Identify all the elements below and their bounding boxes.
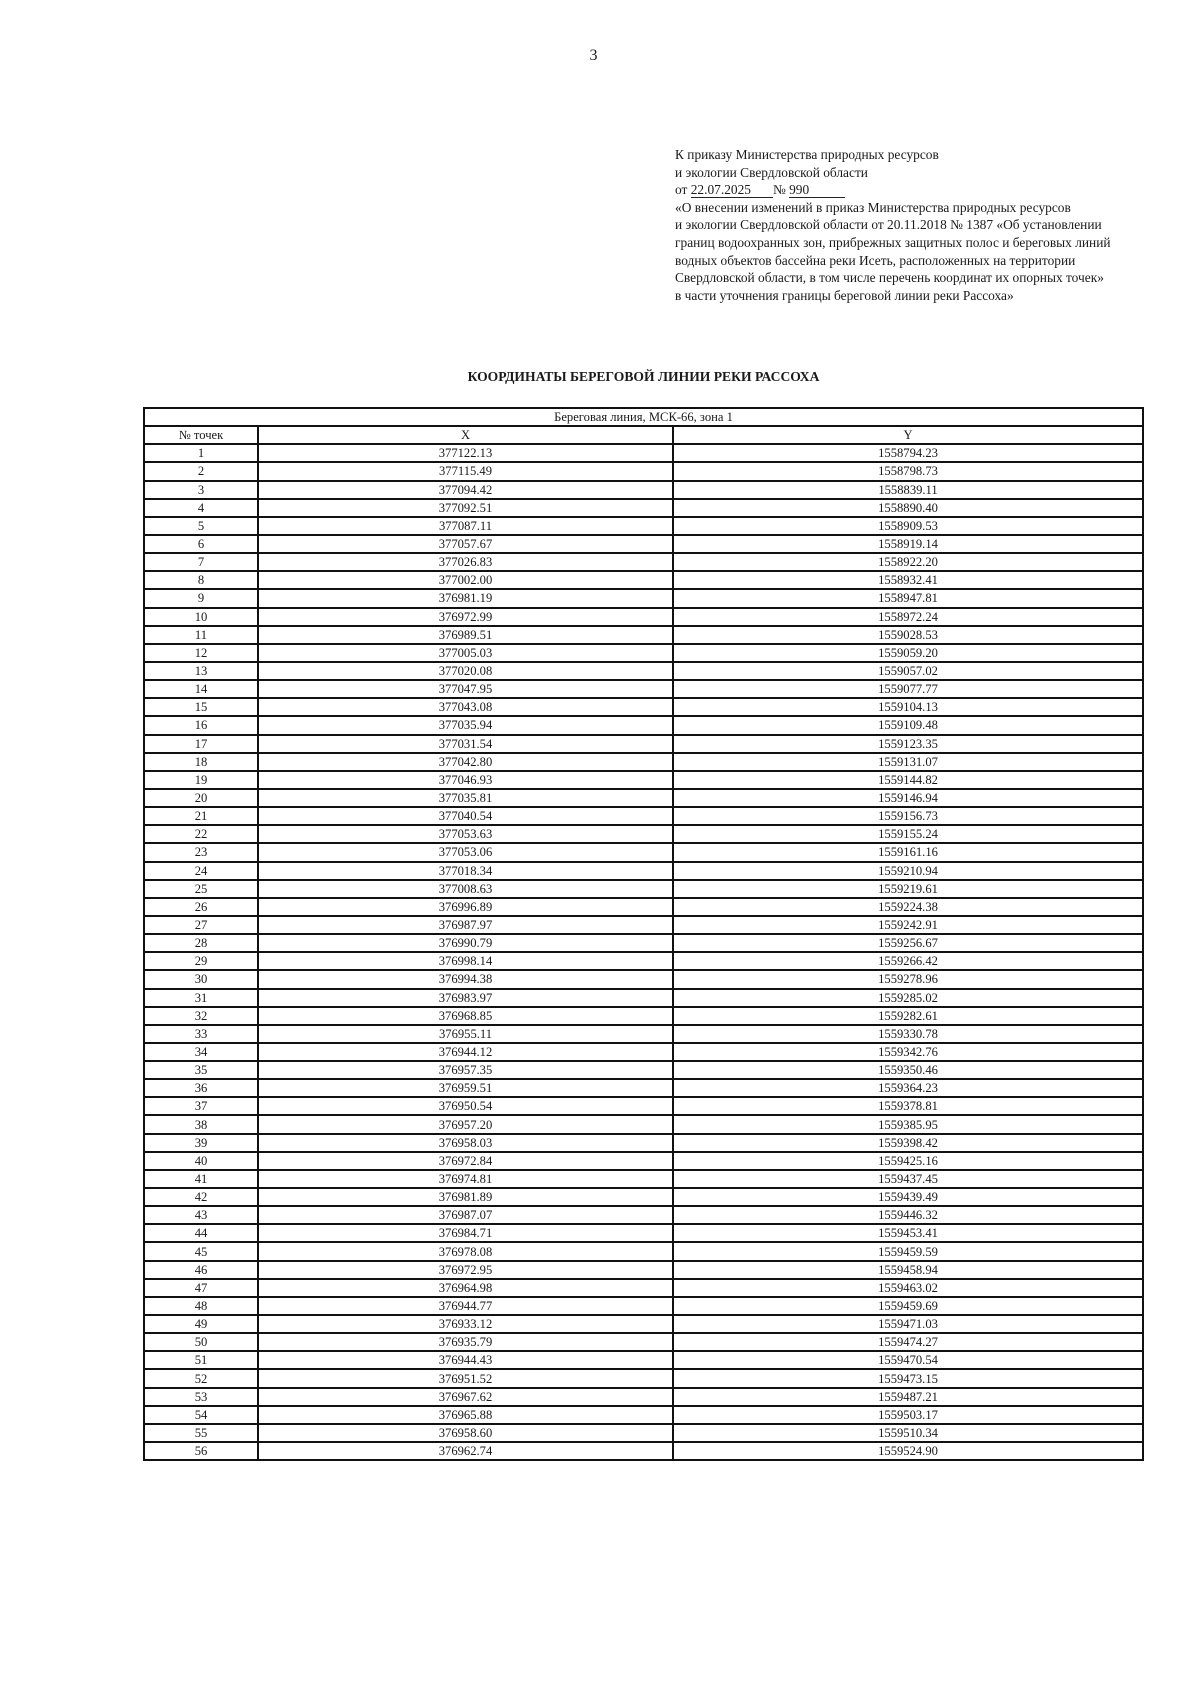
table-row [144,1351,1143,1369]
cell-x: 377002.00 [258,571,673,589]
cell-x: 377031.54 [258,735,673,753]
table-row [144,952,1143,970]
cell-x: 377018.34 [258,862,673,880]
cell-x: 377026.83 [258,553,673,571]
cell-point-number: 30 [144,970,258,988]
cell-y: 1559471.03 [673,1315,1143,1333]
cell-point-number: 27 [144,916,258,934]
cell-y: 1559028.53 [673,626,1143,644]
cell-x: 376958.60 [258,1424,673,1442]
table-row [144,444,1143,462]
cell-x: 376972.95 [258,1261,673,1279]
cell-point-number: 25 [144,880,258,898]
cell-x: 376981.19 [258,589,673,607]
cell-y: 1558932.41 [673,571,1143,589]
table-header-row [144,426,1143,444]
cell-y: 1559266.42 [673,952,1143,970]
cell-x: 377043.08 [258,698,673,716]
cell-x: 376974.81 [258,1170,673,1188]
table-row [144,481,1143,499]
cell-point-number: 12 [144,644,258,662]
cell-y: 1559439.49 [673,1188,1143,1206]
cell-x: 376968.85 [258,1007,673,1025]
table-row [144,1188,1143,1206]
cell-x: 376955.11 [258,1025,673,1043]
cell-y: 1559155.24 [673,825,1143,843]
table-body [144,444,1143,1460]
table-row [144,716,1143,734]
table-row [144,1406,1143,1424]
cell-y: 1559503.17 [673,1406,1143,1424]
document-title: КООРДИНАТЫ БЕРЕГОВОЙ ЛИНИИ РЕКИ РАССОХА [467,369,820,384]
cell-y: 1559077.77 [673,680,1143,698]
table-row [144,1043,1143,1061]
cell-x: 376950.54 [258,1097,673,1115]
cell-x: 377053.06 [258,843,673,861]
order-number: 990 [789,182,845,198]
cell-y: 1559156.73 [673,807,1143,825]
cell-x: 376933.12 [258,1315,673,1333]
table-caption-row [144,408,1143,426]
cell-point-number: 23 [144,843,258,861]
table-row [144,1170,1143,1188]
cell-y: 1559123.35 [673,735,1143,753]
cell-y: 1558947.81 [673,589,1143,607]
table-row [144,898,1143,916]
cell-point-number: 16 [144,716,258,734]
order-date: 22.07.2025 [691,182,773,198]
cell-y: 1559131.07 [673,753,1143,771]
cell-y: 1559458.94 [673,1261,1143,1279]
order-subject-line: водных объектов бассейна реки Исеть, расположенных на территории [675,252,1076,268]
cell-x: 377115.49 [258,462,673,480]
cell-point-number: 10 [144,608,258,626]
table-row [144,553,1143,571]
cell-point-number: 55 [144,1424,258,1442]
cell-y: 1559330.78 [673,1025,1143,1043]
table-row [144,1025,1143,1043]
table-row [144,862,1143,880]
cell-point-number: 3 [144,481,258,499]
cell-x: 377047.95 [258,680,673,698]
table-row [144,753,1143,771]
table-row [144,1279,1143,1297]
coordinates-table [143,407,1144,1461]
cell-x: 376972.84 [258,1152,673,1170]
cell-point-number: 24 [144,862,258,880]
table-row [144,1134,1143,1152]
cell-point-number: 5 [144,517,258,535]
table-row [144,1115,1143,1133]
cell-x: 376972.99 [258,608,673,626]
cell-x: 377042.80 [258,753,673,771]
cell-x: 377092.51 [258,499,673,517]
cell-x: 376981.89 [258,1188,673,1206]
table-row [144,1206,1143,1224]
cell-y: 1559256.67 [673,934,1143,952]
cell-x: 377005.03 [258,644,673,662]
cell-y: 1559459.59 [673,1242,1143,1260]
cell-point-number: 18 [144,753,258,771]
cell-point-number: 17 [144,735,258,753]
table-row [144,680,1143,698]
table-row [144,1061,1143,1079]
cell-y: 1559473.15 [673,1369,1143,1387]
cell-point-number: 52 [144,1369,258,1387]
cell-y: 1559282.61 [673,1007,1143,1025]
cell-y: 1558839.11 [673,481,1143,499]
cell-y: 1559524.90 [673,1442,1143,1460]
cell-x: 376989.51 [258,626,673,644]
cell-x: 377122.13 [258,444,673,462]
cell-point-number: 14 [144,680,258,698]
date-prefix: от [675,182,691,198]
cell-point-number: 48 [144,1297,258,1315]
cell-point-number: 35 [144,1061,258,1079]
table-row [144,499,1143,517]
cell-point-number: 6 [144,535,258,553]
cell-y: 1559285.02 [673,989,1143,1007]
cell-point-number: 28 [144,934,258,952]
cell-y: 1558972.24 [673,608,1143,626]
cell-point-number: 32 [144,1007,258,1025]
cell-x: 376987.97 [258,916,673,934]
cell-y: 1559146.94 [673,789,1143,807]
order-subject-line: «О внесении изменений в приказ Министерства природных ресурсов [675,199,1071,215]
table-row [144,843,1143,861]
order-date-number-line [675,181,1145,199]
cell-point-number: 11 [144,626,258,644]
cell-y: 1558890.40 [673,499,1143,517]
cell-y: 1559398.42 [673,1134,1143,1152]
cell-y: 1559057.02 [673,662,1143,680]
cell-x: 376984.71 [258,1224,673,1242]
cell-x: 376996.89 [258,898,673,916]
column-header-y: Y [673,426,1143,444]
table-row [144,880,1143,898]
cell-point-number: 15 [144,698,258,716]
cell-x: 376951.52 [258,1369,673,1387]
cell-x: 376958.03 [258,1134,673,1152]
table-row [144,535,1143,553]
order-reference-line: и экологии Свердловской области [675,164,868,180]
table-row [144,1388,1143,1406]
cell-x: 376978.08 [258,1242,673,1260]
order-subject-line: границ водоохранных зон, прибрежных защитных полос и береговых линий [675,234,1111,250]
order-subject-line: и экологии Свердловской области от 20.11.2018 № 1387 «Об установлении [675,217,1102,233]
order-subject-line: в части уточнения границы береговой линии реки Рассоха» [675,287,1014,303]
cell-x: 376990.79 [258,934,673,952]
table-row [144,462,1143,480]
cell-point-number: 7 [144,553,258,571]
table-row [144,1424,1143,1442]
cell-y: 1559487.21 [673,1388,1143,1406]
cell-y: 1559425.16 [673,1152,1143,1170]
cell-x: 376959.51 [258,1079,673,1097]
table-row [144,1097,1143,1115]
cell-y: 1559224.38 [673,898,1143,916]
cell-point-number: 26 [144,898,258,916]
cell-y: 1559453.41 [673,1224,1143,1242]
cell-y: 1559059.20 [673,644,1143,662]
cell-x: 377040.54 [258,807,673,825]
cell-x: 376983.97 [258,989,673,1007]
cell-point-number: 44 [144,1224,258,1242]
cell-x: 376987.07 [258,1206,673,1224]
cell-y: 1559144.82 [673,771,1143,789]
table-row [144,1297,1143,1315]
cell-x: 377053.63 [258,825,673,843]
cell-point-number: 42 [144,1188,258,1206]
page-number: 3 [589,47,598,64]
cell-point-number: 36 [144,1079,258,1097]
cell-x: 376944.77 [258,1297,673,1315]
cell-point-number: 8 [144,571,258,589]
cell-y: 1558798.73 [673,462,1143,480]
cell-y: 1559510.34 [673,1424,1143,1442]
cell-point-number: 33 [144,1025,258,1043]
number-prefix: № [772,182,790,198]
cell-y: 1559210.94 [673,862,1143,880]
table-row [144,1442,1143,1460]
cell-x: 376935.79 [258,1333,673,1351]
table-row [144,1261,1143,1279]
cell-y: 1558794.23 [673,444,1143,462]
cell-point-number: 22 [144,825,258,843]
table-row [144,1007,1143,1025]
cell-y: 1559242.91 [673,916,1143,934]
table-row [144,789,1143,807]
cell-x: 376967.62 [258,1388,673,1406]
cell-x: 377020.08 [258,662,673,680]
cell-y: 1558922.20 [673,553,1143,571]
cell-y: 1559161.16 [673,843,1143,861]
cell-point-number: 4 [144,499,258,517]
cell-point-number: 40 [144,1152,258,1170]
cell-y: 1559446.32 [673,1206,1143,1224]
cell-point-number: 45 [144,1242,258,1260]
column-header-point-number: № точек [144,426,258,444]
cell-point-number: 47 [144,1279,258,1297]
cell-y: 1559364.23 [673,1079,1143,1097]
cell-y: 1559385.95 [673,1115,1143,1133]
cell-point-number: 9 [144,589,258,607]
cell-y: 1559437.45 [673,1170,1143,1188]
cell-point-number: 31 [144,989,258,1007]
cell-x: 377035.81 [258,789,673,807]
cell-x: 377094.42 [258,481,673,499]
cell-point-number: 51 [144,1351,258,1369]
table-row [144,1079,1143,1097]
cell-point-number: 46 [144,1261,258,1279]
table-row [144,626,1143,644]
table-row [144,662,1143,680]
cell-x: 376957.20 [258,1115,673,1133]
table-caption: Береговая линия, МСК-66, зона 1 [144,408,1143,426]
cell-x: 376962.74 [258,1442,673,1460]
table-row [144,1369,1143,1387]
cell-x: 376944.12 [258,1043,673,1061]
cell-y: 1559219.61 [673,880,1143,898]
cell-y: 1559104.13 [673,698,1143,716]
order-reference-line: К приказу Министерства природных ресурсов [675,147,939,162]
cell-point-number: 1 [144,444,258,462]
table-row [144,1152,1143,1170]
table-row [144,1333,1143,1351]
cell-point-number: 56 [144,1442,258,1460]
table-row [144,571,1143,589]
cell-y: 1559278.96 [673,970,1143,988]
cell-y: 1559342.76 [673,1043,1143,1061]
cell-x: 377087.11 [258,517,673,535]
cell-x: 376965.88 [258,1406,673,1424]
cell-y: 1559350.46 [673,1061,1143,1079]
order-subject-line: Свердловской области, в том числе перечень координат их опорных точек» [675,270,1104,286]
cell-x: 377057.67 [258,535,673,553]
cell-point-number: 13 [144,662,258,680]
cell-y: 1559378.81 [673,1097,1143,1115]
cell-y: 1558909.53 [673,517,1143,535]
cell-x: 377008.63 [258,880,673,898]
cell-point-number: 39 [144,1134,258,1152]
cell-point-number: 21 [144,807,258,825]
cell-point-number: 29 [144,952,258,970]
table-row [144,735,1143,753]
table-row [144,1315,1143,1333]
table-row [144,970,1143,988]
cell-point-number: 20 [144,789,258,807]
table-row [144,1242,1143,1260]
cell-point-number: 37 [144,1097,258,1115]
cell-point-number: 49 [144,1315,258,1333]
table-row [144,916,1143,934]
cell-point-number: 50 [144,1333,258,1351]
table-row [144,517,1143,535]
cell-y: 1559474.27 [673,1333,1143,1351]
cell-x: 376964.98 [258,1279,673,1297]
cell-point-number: 53 [144,1388,258,1406]
table-row [144,771,1143,789]
cell-y: 1559470.54 [673,1351,1143,1369]
cell-point-number: 38 [144,1115,258,1133]
table-row [144,1224,1143,1242]
cell-x: 377046.93 [258,771,673,789]
cell-y: 1559463.02 [673,1279,1143,1297]
table-row [144,825,1143,843]
cell-y: 1559109.48 [673,716,1143,734]
cell-y: 1559459.69 [673,1297,1143,1315]
cell-x: 377035.94 [258,716,673,734]
cell-point-number: 43 [144,1206,258,1224]
cell-x: 376944.43 [258,1351,673,1369]
cell-x: 376994.38 [258,970,673,988]
cell-point-number: 54 [144,1406,258,1424]
cell-point-number: 19 [144,771,258,789]
order-reference-block [675,146,1145,304]
column-header-x: X [258,426,673,444]
table-row [144,589,1143,607]
cell-point-number: 34 [144,1043,258,1061]
table-row [144,934,1143,952]
cell-x: 376998.14 [258,952,673,970]
table-row [144,644,1143,662]
cell-x: 376957.35 [258,1061,673,1079]
table-row [144,989,1143,1007]
cell-point-number: 2 [144,462,258,480]
cell-point-number: 41 [144,1170,258,1188]
table-row [144,608,1143,626]
table-row [144,698,1143,716]
table-row [144,807,1143,825]
cell-y: 1558919.14 [673,535,1143,553]
